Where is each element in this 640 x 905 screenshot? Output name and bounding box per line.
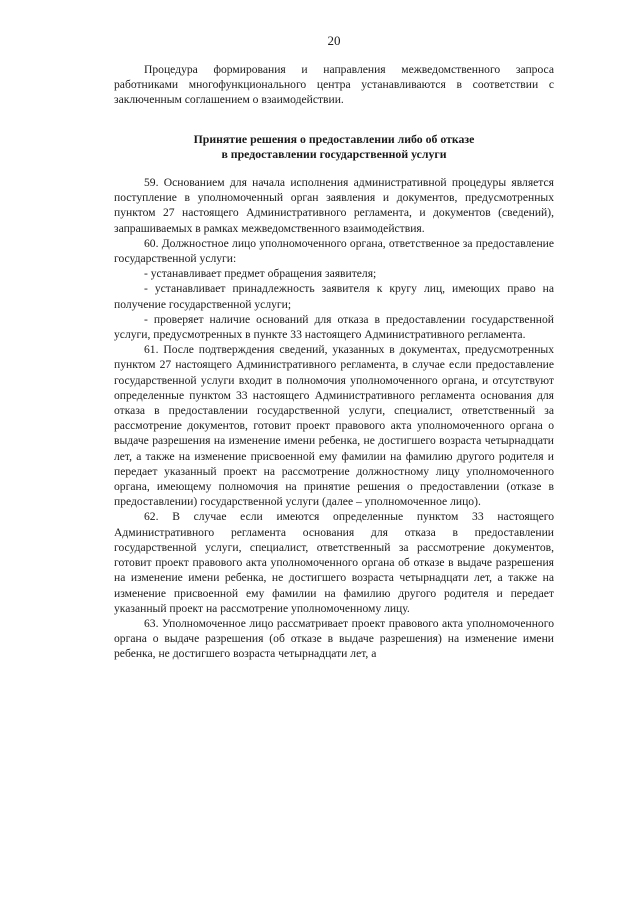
paragraph-60-item-3: - проверяет наличие оснований для отказа в предоставлении государственной услуги, предусмотренных в пункте 33 настоящего Административного регламента. <box>114 312 554 342</box>
intro-paragraph: Процедура формирования и направления межведомственного запроса работниками многофункционального центра устанавливаются в соответствии с заключенным соглашением о взаимодействии. <box>114 63 554 107</box>
paragraph-60-item-2: - устанавливает принадлежность заявителя к кругу лиц, имеющих право на получение государственной услуги; <box>114 282 554 311</box>
page-number: 20 <box>327 33 341 48</box>
document-body <box>114 62 554 662</box>
paragraph-63: 63. Уполномоченное лицо рассматривает проект правового акта уполномоченного органа о выдаче разрешения (об отказе в выдаче разрешения) на изменение имени ребенка, не достигшего возраста четырнадцати лет, а <box>114 616 554 661</box>
paragraph-59: 59. Основанием для начала исполнения административной процедуры является поступление в уполномоченный орган заявления и документов, предусмотренных пунктом 27 настоящего Административного регламента, и документов (сведений), запрашиваемых в рамках межведомственного взаимодействия. <box>114 176 554 235</box>
paragraph-61: 61. После подтверждения сведений, указанных в документах, предусмотренных пунктом 27 настоящего Административного регламента, в случае если предоставление государственной услуги входит в полномочия уполномоченного органа, и отсутствуют определенные пунктом 33 настоящего Административного регламента основания для отказа в предоставлении государственной услуги, специалист, ответственный за рассмотрение документов, готовит проект правового акта уполномоченного органа о выдаче разрешения на изменение имени ребенка, не достигшего возраста четырнадцати лет, а также на изменение присвоенной ему фамилии на фамилию другого родителя и передает указанный проект на рассмотрение должностному лицу уполномоченного органа, имеющему полномочия на принятие решения о предоставлении (отказе в предоставлении) государственной услуги (далее – уполномоченное лицо). <box>114 343 554 509</box>
paragraph-62: 62. В случае если имеются определенные пунктом 33 настоящего Административного регламента основания для отказа в предоставлении государственной услуги, специалист, ответственный за рассмотрение документов, готовит проект правового акта уполномоченного органа об отказе в выдаче разрешения на изменение имени ребенка, не достигшего возраста четырнадцати лет, а также на изменение присвоенной ему фамилии на фамилию другого родителя и передает указанный проект на рассмотрение уполномоченному лицу. <box>114 510 554 615</box>
section-heading-line-1: Принятие решения о предоставлении либо об отказе <box>193 131 475 146</box>
paragraph-60: 60. Должностное лицо уполномоченного органа, ответственное за предоставление государственной услуги: <box>114 236 554 266</box>
section-heading-line-2: в предоставлении государственной услуги <box>221 146 447 161</box>
paragraph-60-item-1: - устанавливает предмет обращения заявителя; <box>144 267 377 281</box>
